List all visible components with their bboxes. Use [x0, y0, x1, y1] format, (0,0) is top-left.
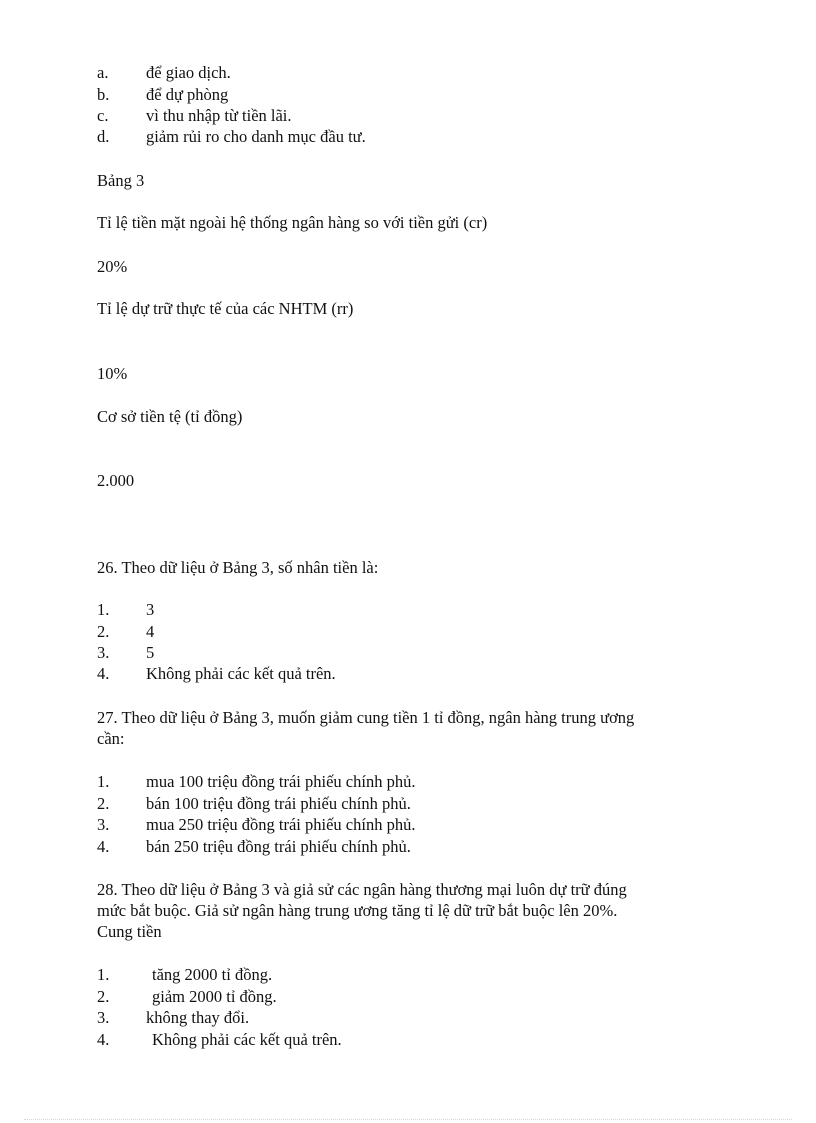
q25-option-c-marker: c.	[97, 106, 109, 125]
q27-question-line1: 27. Theo dữ liệu ở Bảng 3, muốn giảm cung tiền 1 tỉ đồng, ngân hàng trung ương	[97, 708, 635, 727]
table3-mb-label: Cơ sở tiền tệ (tỉ đồng)	[97, 407, 243, 426]
table3-rr-label: Tỉ lệ dự trữ thực tế của các NHTM (rr)	[97, 299, 354, 318]
q27-option-1-marker: 1.	[97, 772, 110, 791]
q26-option-4-text: Không phải các kết quả trên.	[146, 664, 336, 683]
q27-option-4-text: bán 250 triệu đồng trái phiếu chính phủ.	[146, 837, 411, 856]
q25-option-b-text: để dự phòng	[146, 85, 229, 104]
q26-question: 26. Theo dữ liệu ở Bảng 3, số nhân tiền là:	[97, 558, 379, 577]
q27-question-line2: cần:	[97, 729, 125, 748]
q25-option-d-text: giảm rủi ro cho danh mục đầu tư.	[146, 127, 366, 146]
q25-option-d-marker: d.	[97, 127, 110, 146]
q27-option-4-marker: 4.	[97, 837, 110, 856]
q26-option-3-marker: 3.	[97, 643, 110, 662]
q26-option-4-marker: 4.	[97, 664, 110, 683]
table3-cr-label: Tỉ lệ tiền mặt ngoài hệ thống ngân hàng so với tiền gửi (cr)	[97, 213, 488, 232]
q28-option-2-text: giảm 2000 tỉ đồng.	[152, 987, 277, 1006]
q28-option-3-marker: 3.	[97, 1008, 110, 1027]
table3-mb-value: 2.000	[97, 471, 135, 490]
q26-option-1-marker: 1.	[97, 600, 110, 619]
q25-option-a-text: để giao dịch.	[146, 63, 231, 82]
q28-question-line1: 28. Theo dữ liệu ở Bảng 3 và giả sử các ngân hàng thương mại luôn dự trữ đúng	[97, 880, 627, 899]
q26-option-3-text: 5	[146, 643, 155, 662]
table3-cr-value: 20%	[97, 257, 128, 276]
q27-option-3-text: mua 250 triệu đồng trái phiếu chính phủ.	[146, 815, 416, 834]
q28-option-4-text: Không phải các kết quả trên.	[152, 1030, 342, 1049]
q28-option-1-marker: 1.	[97, 965, 110, 984]
q25-option-c-text: vì thu nhập từ tiền lãi.	[146, 106, 292, 125]
q27-option-1-text: mua 100 triệu đồng trái phiếu chính phủ.	[146, 772, 416, 791]
q26-option-1-text: 3	[146, 600, 155, 619]
q28-option-2-marker: 2.	[97, 987, 110, 1006]
page-bottom-border	[24, 1119, 792, 1120]
q27-option-2-marker: 2.	[97, 794, 110, 813]
q28-option-3-text: không thay đổi.	[146, 1008, 250, 1027]
table3-rr-value: 10%	[97, 364, 128, 383]
q28-option-1-text: tăng 2000 tỉ đồng.	[152, 965, 273, 984]
q26-option-2-marker: 2.	[97, 622, 110, 641]
q25-option-b-marker: b.	[97, 85, 110, 104]
q28-question-line3: Cung tiền	[97, 922, 162, 941]
q28-option-4-marker: 4.	[97, 1030, 110, 1049]
q27-option-3-marker: 3.	[97, 815, 110, 834]
table3-title: Bảng 3	[97, 171, 145, 190]
q28-question-line2: mức bắt buộc. Giả sử ngân hàng trung ương tăng tỉ lệ dữ trữ bắt buộc lên 20%.	[97, 901, 618, 920]
q25-option-a-marker: a.	[97, 63, 109, 82]
q27-option-2-text: bán 100 triệu đồng trái phiếu chính phủ.	[146, 794, 411, 813]
q26-option-2-text: 4	[146, 622, 155, 641]
